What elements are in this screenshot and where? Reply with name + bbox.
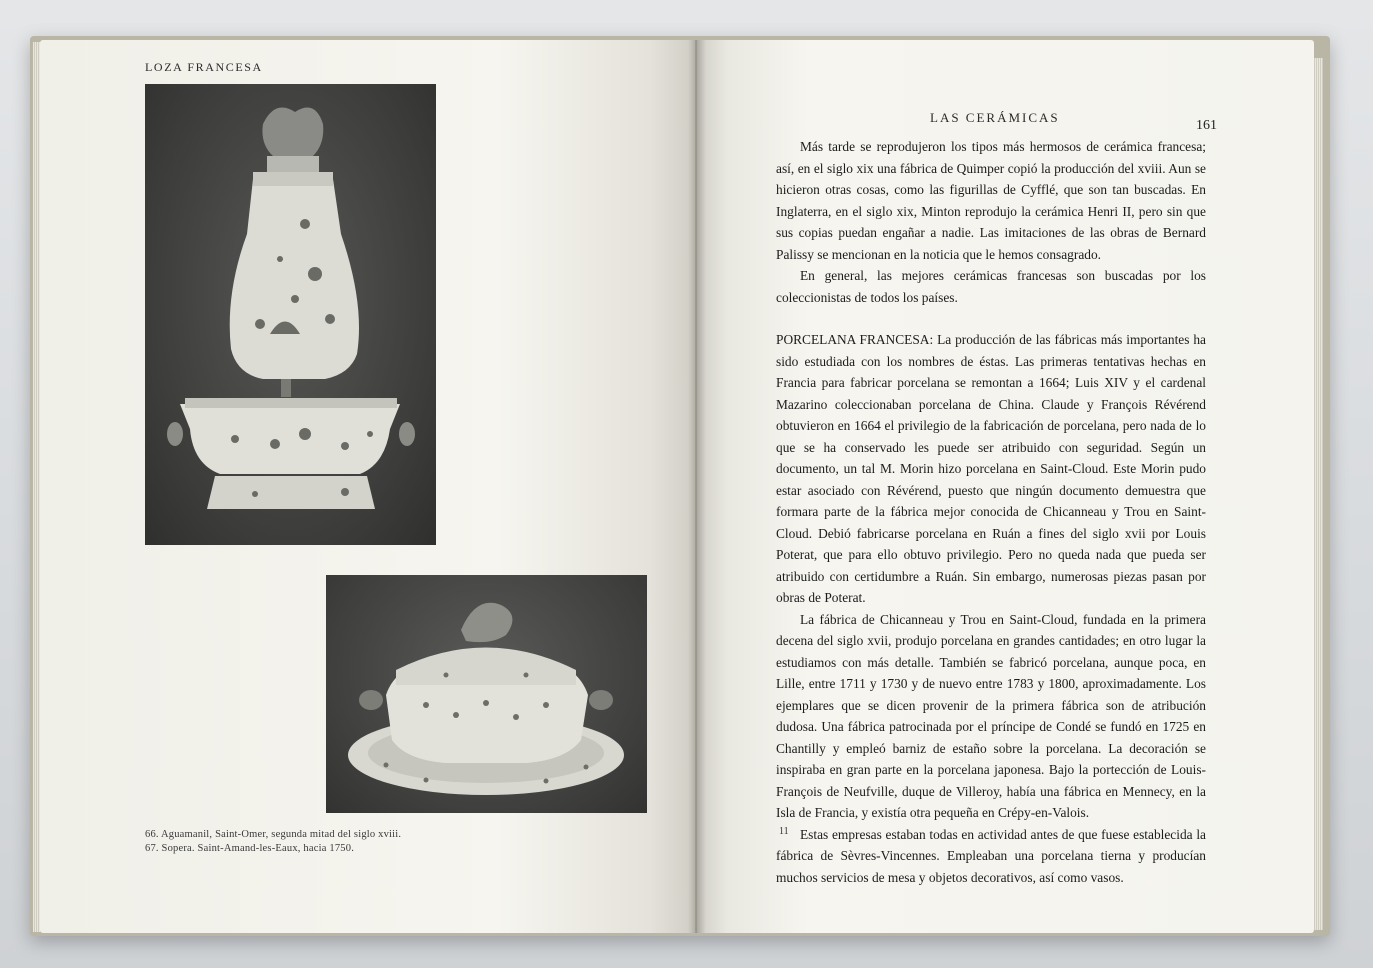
paragraph: En general, las mejores cerámicas francesas son buscadas por los coleccionistas de todos los países. (776, 268, 1206, 305)
paragraph: Estas empresas estaban todas en actividad antes de que fuese establecida la fábrica de Sèvres-Vincennes. Empleaban una porcelana tierna y producían muchos servicios de mesa y objetos decorativos, así como vasos. (776, 826, 1206, 885)
ewer-photo (145, 84, 436, 545)
signature-mark: 11 (779, 826, 789, 837)
section-heading: PORCELANA FRANCESA: (776, 332, 934, 347)
paragraph: Más tarde se reprodujeron los tipos más hermosos de cerámica francesa; así, en el siglo xix una fábrica de Quimper copió la producción del xviii. Aun se hicieron otras cosas, como las figurillas de Cyfflé, que son tan buscadas. En Inglaterra, en el siglo xix, Minton reprodujo la cerámica Henri II, pero sin que sus copias puedan engañar a nadie. Las imitaciones de las obras de Bernard Palissy se mencionan en la noticia que le hemos consagrado. (776, 139, 1206, 262)
caption-figure-67: 67. Sopera. Saint-Amand-les-Eaux, hacia 1750. (145, 843, 355, 854)
section-paragraph (776, 329, 1206, 609)
body-text (776, 136, 1206, 888)
right-page-edges (1313, 58, 1323, 930)
page-number: 161 (1196, 118, 1217, 133)
section-paragraph-text: La producción de las fábricas más importantes ha sido estudiada con los nombres de éstas. Las primeras tentativas hechas en Francia para fabricar porcelana se remontan a 1664; Luis XIV y el cardenal Mazarino coleccionaban porcelana de China. Claude y François Révérend obtuvieron en 1664 el privilegio de la fabricación de porcelana, pero nada de lo que se ha conservado les puede ser atribuido con seguridad. Según un documento, un tal M. Morin hizo porcelana en Saint-Cloud. Este Morin pudo estar asociado con Révérend, puesto que ningún documento demuestra que formara parte de la fábrica mejor conocida de Chicanneau y Trou en Saint-Cloud. Debió fabricarse porcelana en Ruán a fines del siglo xvii por Louis Poterat, que para ello obtuvo privilegio. Pero no queda nada que pueda ser atribuido con certidumbre a Ruán. Sin embargo, numerosas piezas pasan por obras de Poterat. (776, 332, 1206, 605)
tureen-photo (326, 575, 647, 813)
paragraph: La fábrica de Chicanneau y Trou en Saint-Cloud, fundada en la primera decena del siglo xvii, produjo porcelana en grandes cantidades; en otro lugar la estudiamos con más detalle. También se fabricó porcelana, aunque poca, en Lille, entre 1711 y 1730 y de nuevo entre 1783 y 1800, aproximadamente. Los ejemplares que se dicen provenir de la primera fábrica son de atribución dudosa. Una fábrica patrocinada por el príncipe de Condé se fundó en 1725 en Chantilly y empleó barniz de estaño sobre la porcelana. La decoración se inspiraba en gran parte en la porcelana japonesa. Bajo la portección de Louis-François de Neufville, duque de Villeroy, había una fábrica en Mennecy, en la Isla de Francia, y existía otra pequeña en Crépy-en-Valois. (776, 611, 1206, 820)
caption-figure-66: 66. Aguamanil, Saint-Omer, segunda mitad del siglo xviii. (145, 829, 402, 840)
book-gutter (688, 40, 706, 933)
right-running-head: LAS CERÁMICAS (930, 110, 1060, 125)
left-running-head: LOZA FRANCESA (145, 60, 263, 74)
